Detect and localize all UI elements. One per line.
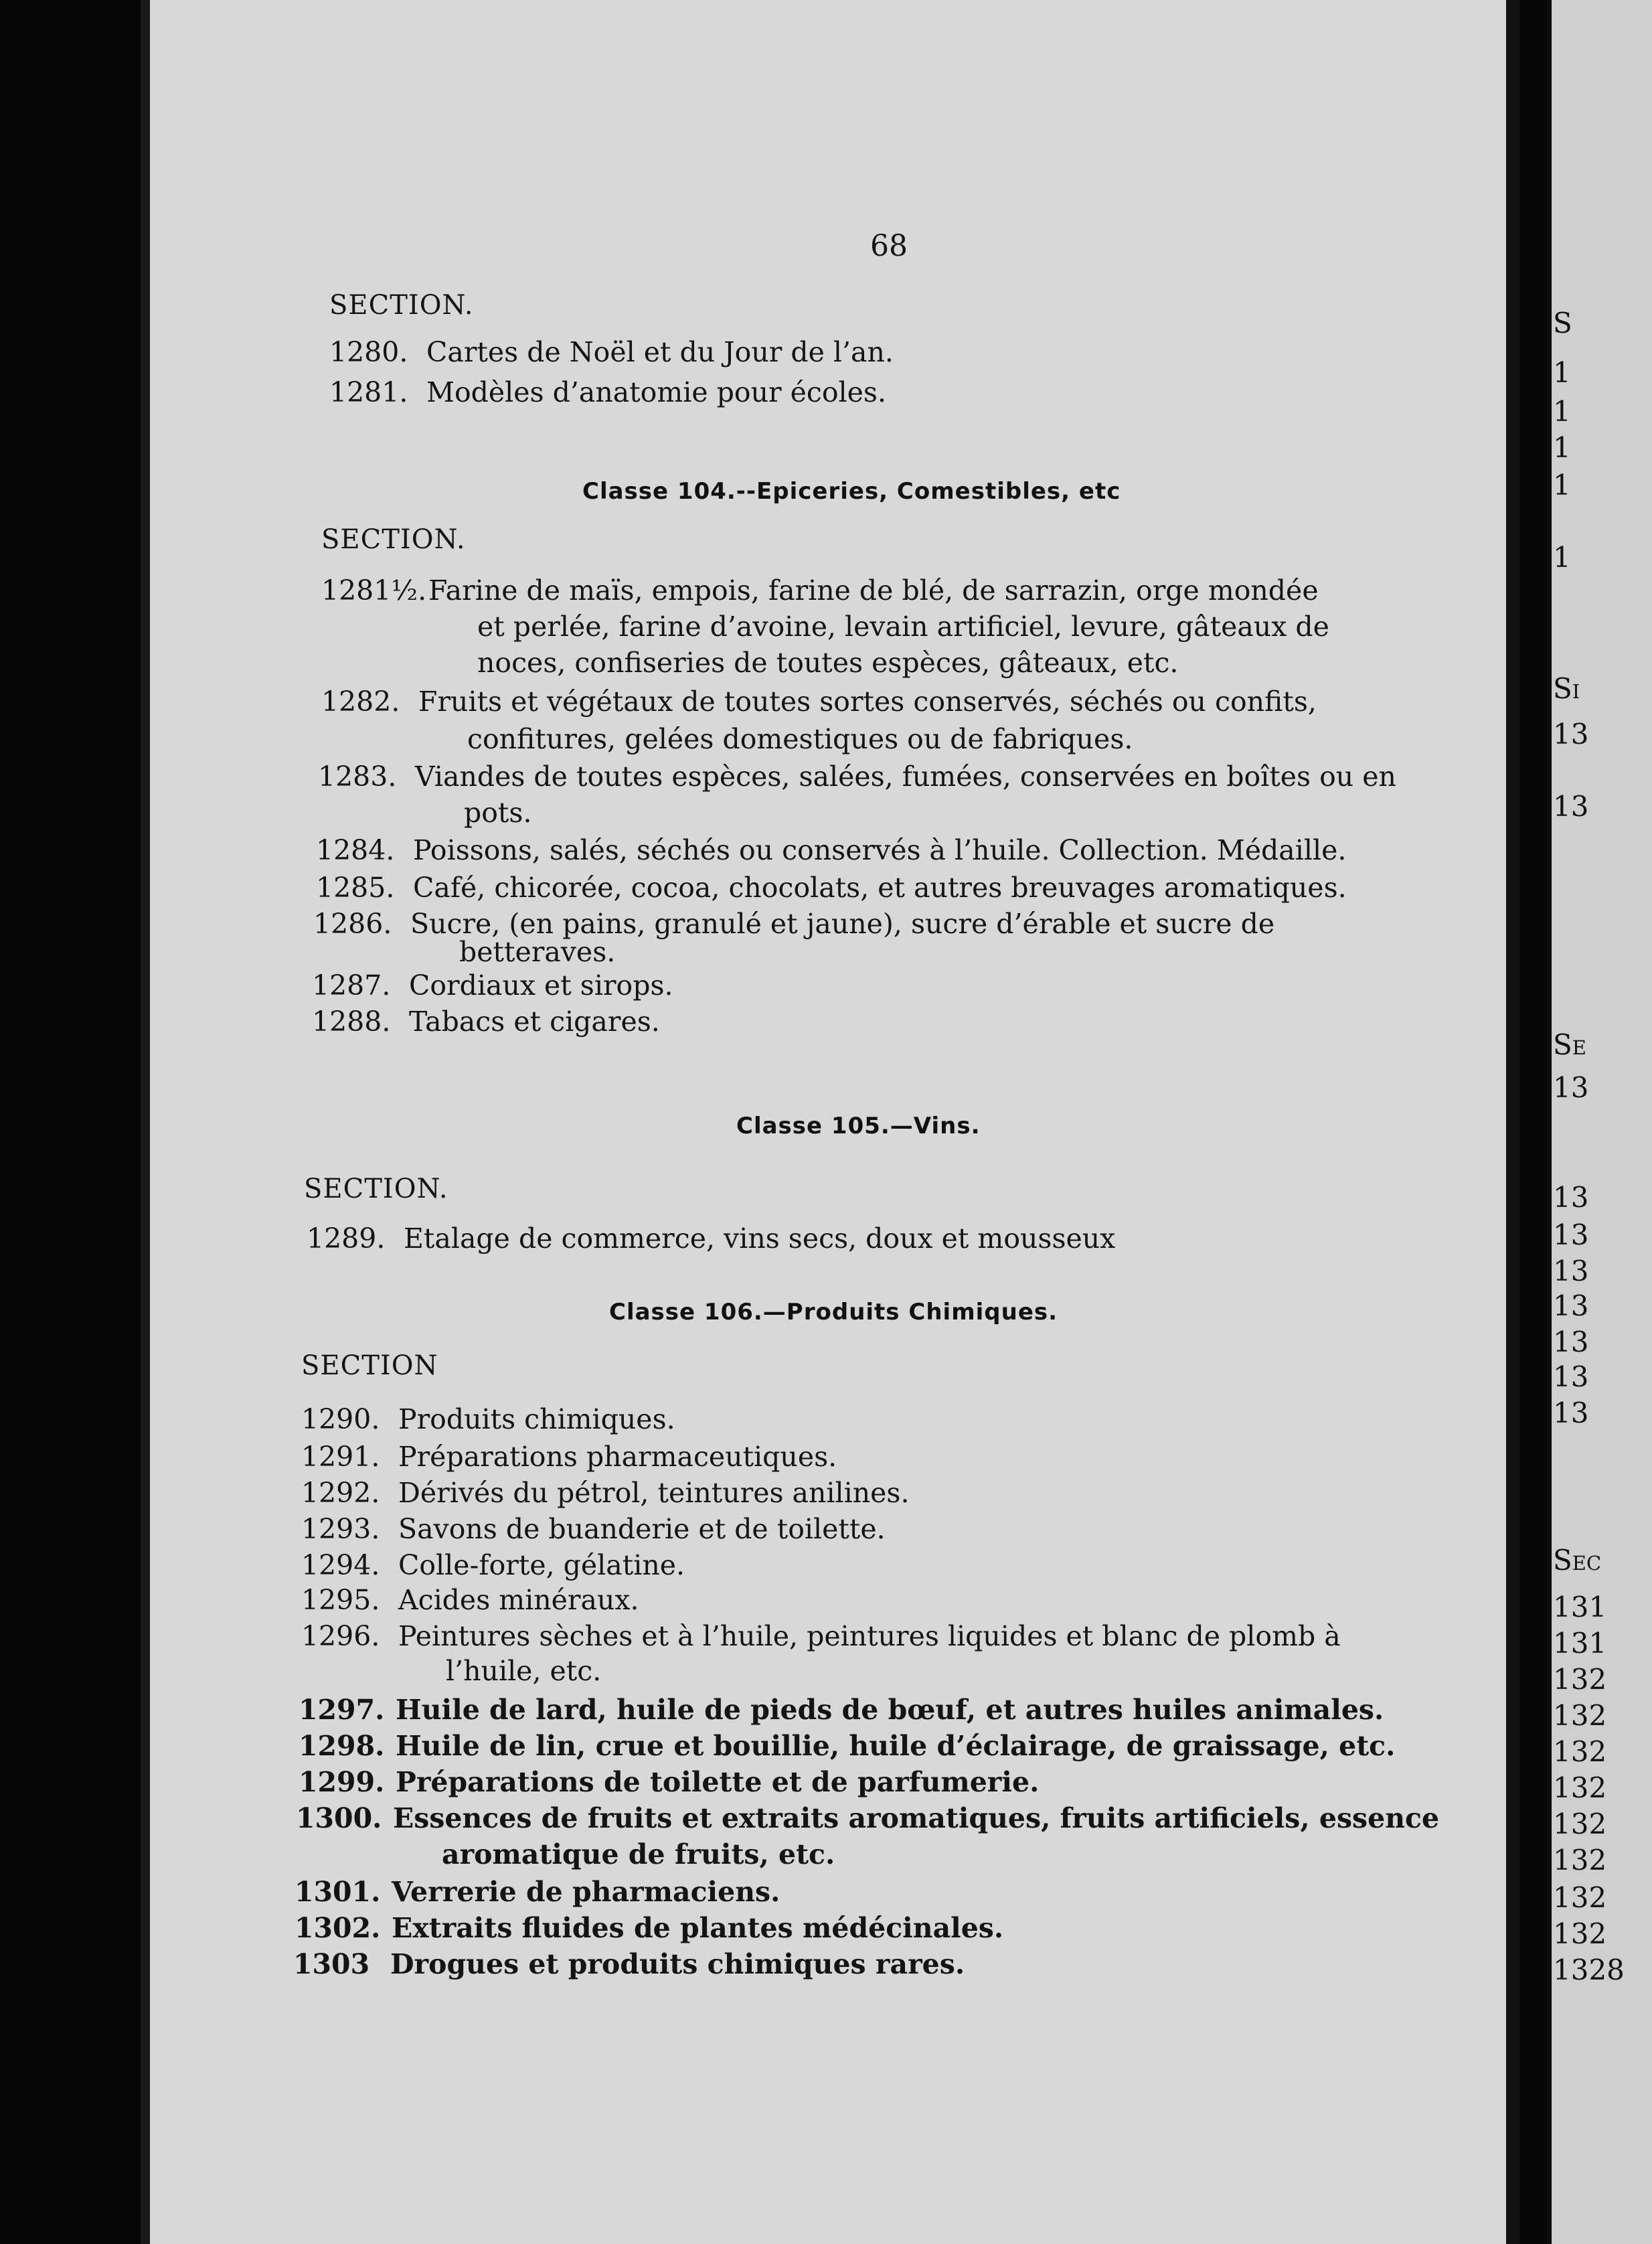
adjacent-page-fragment	[1546, 0, 1652, 2244]
fragment-line: 13	[1553, 718, 1589, 750]
fragment-line: 132	[1553, 1808, 1607, 1840]
fragment-line: Sec	[1553, 1544, 1602, 1577]
section-label: SECTION	[301, 1350, 438, 1381]
bleed-through-text	[1245, 254, 1580, 2062]
fragment-line: 132	[1553, 1771, 1607, 1804]
fragment-line: 132	[1553, 1881, 1607, 1914]
entry-1283-line2: pots.	[464, 797, 532, 829]
fragment-line: 131	[1553, 1591, 1607, 1623]
fragment-line: 132	[1553, 1844, 1607, 1876]
class-106-heading: Classe 106.—Produits Chimiques.	[609, 1299, 1058, 1326]
fragment-line: 132	[1553, 1735, 1607, 1768]
fragment-line: 1328	[1553, 1953, 1625, 1986]
entry-1281-half-line2: et perlée, farine d’avoine, levain artificiel, levure, gâteaux de	[477, 611, 1329, 643]
fragment-line: 1	[1553, 431, 1571, 464]
fragment-line: 131	[1553, 1627, 1607, 1660]
class-104-heading: Classe 104.--Epiceries, Comestibles, etc	[582, 478, 1121, 505]
fragment-line: S	[1553, 307, 1572, 339]
fragment-line: Si	[1553, 672, 1580, 705]
fragment-line: 13	[1553, 1218, 1589, 1251]
entry-1282-line2: confitures, gelées domestiques ou de fabriques.	[467, 723, 1133, 755]
entry-1281-half-line3: noces, confiseries de toutes espèces, gâteaux, etc.	[477, 647, 1179, 679]
fragment-line: 132	[1553, 1663, 1607, 1696]
page-number: 68	[870, 229, 908, 263]
fragment-line: 13	[1553, 1289, 1589, 1322]
fragment-line: 1	[1553, 541, 1571, 574]
section-label: SECTION.	[321, 524, 466, 555]
fragment-line: Se	[1553, 1028, 1586, 1061]
fragment-line: 13	[1553, 1360, 1589, 1393]
section-label: SECTION.	[329, 290, 474, 321]
fragment-line: 13	[1553, 1326, 1589, 1358]
fragment-line: 132	[1553, 1917, 1607, 1950]
entry-1296-line2: l’huile, etc.	[446, 1655, 602, 1687]
entry-1300-line2: aromatique de fruits, etc.	[442, 1838, 835, 1870]
fragment-line: 13	[1553, 1396, 1589, 1429]
section-label: SECTION.	[304, 1174, 448, 1204]
class-105-heading: Classe 105.—Vins.	[736, 1113, 981, 1139]
fragment-line: 1	[1553, 356, 1571, 389]
entry-1286-line2: betteraves.	[459, 936, 616, 968]
fragment-line: 13	[1553, 1181, 1589, 1214]
fragment-line: 1	[1553, 395, 1571, 428]
fragment-line: 13	[1553, 1071, 1589, 1104]
fragment-line: 132	[1553, 1699, 1607, 1732]
book-page: 68 SECTION. 1280. Cartes de Noël et du Jour de l’an. 1281. Modèles d’anatomie pour écoles. Classe 104.--Epiceries, Comestibles, etc SECTION. 1281½. Farine de maïs, empois, farine de blé, de sarrazin, orge mondée et perlée, farine d’avoine, levain artificiel, levure, gâteaux de noces, confiseries de toutes espèces, gâteaux, etc. 1282. Fruits et végétaux de toutes sortes conservés, séchés ou confits, confitures, gelées domestiques ou de fabriques. 1283. Viandes de toutes espèces, salées, fumées, conservées en boîtes ou en pots. 1284. Poissons, salés, séchés ou conservés à l’huile. Collection. Médaille. 1285. Café, chicorée, cocoa, chocolats, et autres breuvages aromatiques. 1286. Sucre, (en pains, granulé et jaune), sucre d’érable et sucre de betteraves. 1287. Cordiaux et sirops. 1288. Tabacs et cigares. Classe 105.—Vins. SECTION. 1289. Etalage de commerce, vins secs, doux et mousseux Classe 106.—Produits Chimiques. SECTION 1290. Produits chimiques. 1291. Préparations pharmaceutiques. 1292. Dérivés du pétrol, teintures anilines. 1293. Savons de buanderie et de toilette. 1294. Colle-forte, gélatine. 1295. Acides minéraux. 1296. Peintures sèches et à l’huile, peintures liquides et blanc de plomb à l’huile, etc. 1297. Huile de lard, huile de pieds de bœuf, et autres huiles animales. 1298. Huile de lin, crue et bouillie, huile d’éclairage, de graissage, etc. 1299. Préparations de toilette et de parfumerie. 1300. Essences de fruits et extraits aromatiques, fruits artificiels, essence aromatique de fruits, etc. 1301. Verrerie de pharmaciens. 1302. Extraits fluides de plantes médécinales. 1303 Drogues et produits chimiques rares.	[141, 0, 1519, 2244]
fragment-line: 13	[1553, 790, 1589, 823]
fragment-line: 13	[1553, 1255, 1589, 1287]
fragment-line: 1	[1553, 469, 1571, 501]
